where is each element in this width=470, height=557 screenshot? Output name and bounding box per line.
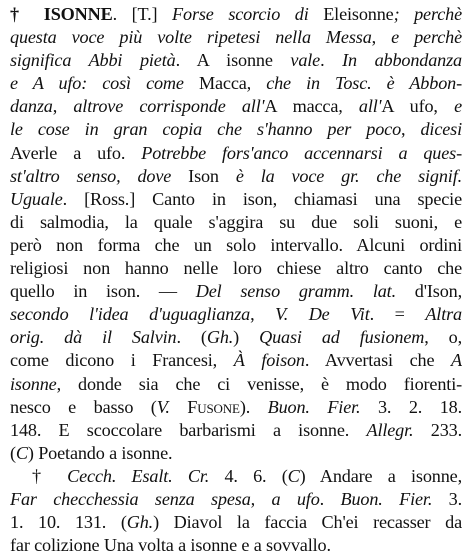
text-run: ) Poetando a isonne.: [27, 442, 173, 463]
text-run: , o,: [424, 327, 462, 348]
headword: †: [10, 4, 44, 24]
text-run: ; perchè: [393, 4, 462, 24]
text-run: C: [287, 465, 300, 486]
text-run: ,: [401, 119, 421, 140]
text-run: d'Ison: [395, 281, 458, 302]
text-run: Potrebbe fors'anco accennarsi a ques-: [141, 142, 462, 163]
text-run: Eleisonne: [308, 4, 394, 24]
text-run: è la voce gr. che signif.: [218, 165, 462, 186]
text-run: 3. 2. 18.: [360, 396, 462, 417]
text-run: Forse scorcio di: [172, 4, 309, 24]
text-line: [10, 419, 462, 442]
text-run: Cecch. Esalt. Cr.: [67, 465, 210, 486]
text-line: [10, 488, 462, 511]
text-run: vale: [290, 50, 321, 71]
text-run: Quasi ad fusionem: [259, 327, 425, 348]
text-run: †: [32, 465, 68, 486]
text-line: [10, 396, 462, 419]
text-run: Del senso gramm. lat.: [195, 281, 396, 302]
text-run: (: [10, 442, 16, 463]
text-line: [10, 49, 462, 72]
text-run: Fusone: [187, 396, 240, 417]
text-run: danza: [10, 96, 53, 117]
text-run: questa voce più volte ripetesi nella Messa: [10, 27, 372, 48]
text-run: st'altro senso, dove: [10, 165, 189, 186]
text-run: orig. dà il Salvin: [10, 327, 177, 348]
text-run: 3.: [432, 488, 462, 509]
entry-paragraph-citation: [10, 465, 462, 557]
text-run: come dicono i Francesi,: [10, 350, 234, 371]
text-run: all': [358, 96, 382, 117]
text-line: [10, 442, 462, 465]
text-run: . =: [369, 304, 426, 325]
text-run: V.: [156, 396, 188, 417]
text-run: . [Ross.] Canto in ison, chiamasi una specie: [62, 188, 462, 209]
text-run: ,: [457, 281, 462, 302]
text-run: Averle a ufo: [10, 142, 121, 163]
text-line: [10, 234, 462, 257]
text-line: [10, 211, 462, 234]
text-run: Gh.: [126, 512, 154, 533]
text-run: Allegr.: [366, 419, 414, 440]
text-run: però non forma che un solo intervallo. Alcuni ordini: [10, 234, 462, 255]
text-run: ,: [52, 96, 74, 117]
text-run: Buon. Fier.: [267, 396, 361, 417]
text-run: religiosi non hanno nelle loro chiese altro canto che: [10, 258, 462, 279]
text-run: Macca: [198, 73, 247, 94]
text-run: secondo l'idea d'uguaglianza: [10, 304, 251, 325]
text-run: A ufo: [381, 96, 434, 117]
text-run: 148. E scoccolare barbarismi a isonne.: [10, 419, 367, 440]
text-run: C: [15, 442, 28, 463]
text-line: [10, 26, 462, 49]
text-run: nesco e basso (: [10, 396, 157, 417]
text-run: A macca: [264, 96, 339, 117]
text-run: di salmodia, la quale s'aggira su due soli suoni, e: [10, 211, 462, 232]
text-line: [10, 511, 462, 534]
text-run: isonne: [10, 373, 57, 394]
text-run: ) Andare a isonne,: [299, 465, 462, 486]
text-line: [10, 326, 462, 349]
text-run: . (: [176, 327, 207, 348]
text-run: Buon. Fier.: [340, 488, 433, 509]
text-run: significa Abbi pietà: [10, 50, 176, 71]
text-run: .: [319, 488, 341, 509]
text-run: .: [120, 142, 142, 163]
text-run: . A isonne: [175, 50, 291, 71]
text-line: [10, 280, 462, 303]
text-run: dicesi: [420, 119, 462, 140]
text-line: [10, 142, 462, 165]
headword: ISONNE: [43, 4, 113, 24]
text-run: 1. 10. 131. (: [10, 512, 127, 533]
text-line: [10, 303, 462, 326]
text-line: [10, 257, 462, 280]
text-run: In abbondanza: [342, 50, 462, 71]
text-run: ).: [239, 396, 268, 417]
text-line: [10, 373, 462, 396]
text-run: .: [320, 50, 343, 71]
text-line: [10, 165, 462, 188]
text-line: [10, 534, 462, 557]
text-run: ,: [433, 96, 455, 117]
text-run: 233.: [413, 419, 462, 440]
text-line: [10, 349, 462, 372]
text-run: Uguale: [10, 188, 63, 209]
text-run: Far checchessia senza spesa, a ufo: [10, 488, 320, 509]
text-run: che in Tosc. è Abbon-: [266, 73, 462, 94]
text-run: . Avvertasi che: [304, 350, 452, 371]
text-run: ,: [246, 73, 267, 94]
text-line: [10, 72, 462, 95]
text-run: , donde sia che ci venisse, è modo fiorenti-: [56, 373, 462, 394]
text-run: Ison: [188, 165, 219, 186]
text-run: 4. 6. (: [209, 465, 288, 486]
text-run: . [T.]: [112, 4, 173, 24]
text-run: far colizione Una volta a isonne e a sovvallo.: [10, 535, 331, 556]
text-run: ,: [371, 27, 392, 48]
text-run: e A ufo: così come: [10, 73, 199, 94]
text-run: e perchè: [391, 27, 462, 48]
text-run: Altra: [425, 304, 462, 325]
text-line: [10, 95, 462, 118]
text-run: ) Diavol la faccia Ch'ei recasser da: [153, 512, 462, 533]
text-run: Gh.: [206, 327, 234, 348]
text-run: A: [451, 350, 462, 371]
text-run: e: [454, 96, 462, 117]
text-run: ): [233, 327, 260, 348]
text-run: À foison: [233, 350, 305, 371]
entry-paragraph-main: [10, 3, 462, 465]
text-line: [10, 118, 462, 141]
text-line: [10, 188, 462, 211]
text-run: altrove corrisponde all': [73, 96, 265, 117]
text-run: ,: [250, 304, 276, 325]
text-line: [10, 3, 462, 26]
text-run: V. De Vit: [275, 304, 370, 325]
text-line: [10, 465, 462, 488]
text-run: le cose in gran copia che s'hanno per poco: [10, 119, 402, 140]
text-run: quello in ison. —: [10, 281, 196, 302]
text-run: ,: [338, 96, 359, 117]
